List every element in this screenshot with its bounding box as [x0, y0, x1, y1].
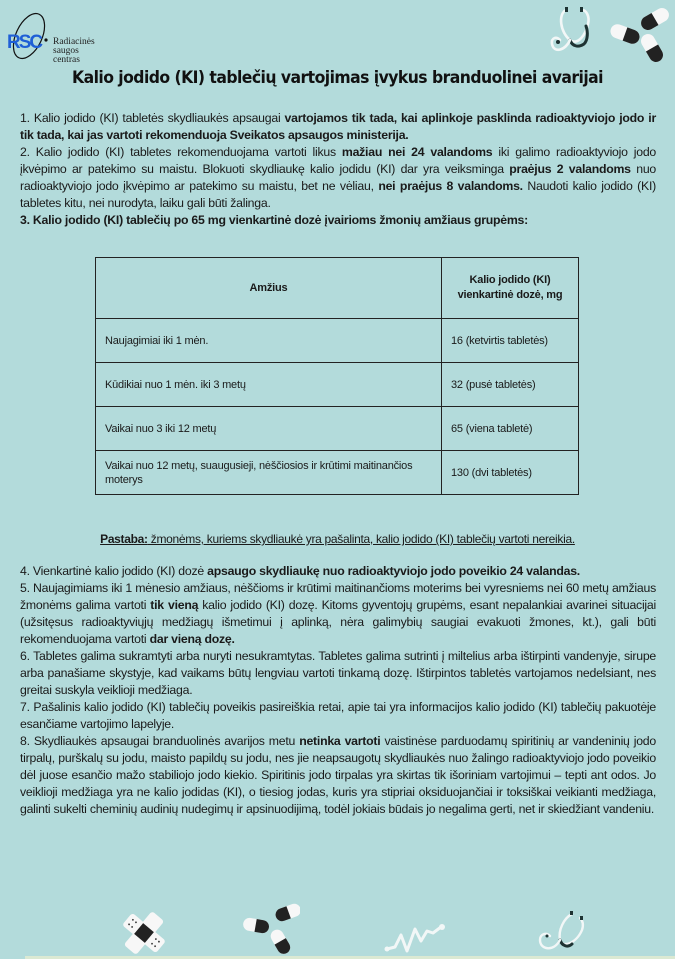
pills-icon [600, 4, 672, 64]
table-header-row [96, 258, 579, 319]
pills-icon [240, 900, 300, 956]
point-3 [20, 212, 656, 229]
age-cell: Vaikai nuo 12 metų, suaugusieji, nėščiosios ir krūtimi maitinančios moterys [96, 451, 442, 495]
logo-line: Radiacinės [53, 37, 95, 47]
point-7: 7. Pašalinis kalio jodido (KI) tablečių poveikis pasireiškia retai, apie tai yra informacijos kalio jodido (KI) tablečių pakuotėje esančiame vartojimo lapelyje. [20, 700, 656, 731]
intro-section [20, 110, 656, 229]
point-text: 1. Kalio jodido (KI) tabletės skydliaukės apsaugai [20, 111, 285, 125]
table-row [96, 451, 579, 495]
rsc-logo [4, 10, 114, 65]
point-6: 6. Tabletes galima sukramtyti arba nuryti nesukramtytas. Tabletes galima sutrinti į miltelius arba ištirpinti vandenyje, sirupe arba panašiame skystyje, kad vaikams būtų lengviau vartoti tinkamą dozę. Ištirpintos tabletės vartojamos nedelsiant, nes greitai suskyla veiklioji medžiaga. [20, 649, 656, 697]
stethoscope-icon [536, 908, 588, 952]
dose-table [95, 257, 579, 495]
dose-cell: 130 (dvi tabletės) [442, 451, 579, 495]
heartbeat-icon [383, 915, 449, 955]
age-cell: Kūdikiai nuo 1 mėn. iki 3 metų [96, 363, 442, 407]
point-emphasis: nei praėjus 8 valandoms. [378, 179, 523, 193]
logo-mark-text: RSC [7, 32, 42, 53]
point-text: 4. Vienkartinė kalio jodido (KI) dozė [20, 564, 208, 578]
age-cell: Vaikai nuo 3 iki 12 metų [96, 407, 442, 451]
point-emphasis: apsaugo skydliaukę nuo radioaktyviojo jodo poveikio 24 valandas. [207, 564, 580, 578]
table-row [96, 319, 579, 363]
point-8 [20, 733, 656, 818]
point-text: Naudoti kalio jodido (KI) tabletes kitu, nei nurodyta, laiku gali būti žalinga. [20, 179, 656, 210]
age-cell: Naujagimiai iki 1 mėn. [96, 319, 442, 363]
dose-cell: 65 (viena tabletė) [442, 407, 579, 451]
logo-name [53, 38, 95, 65]
point-1 [20, 110, 656, 144]
point-5 [20, 580, 656, 648]
table-row [96, 407, 579, 451]
page-title: Kalio jodido (KI) tablečių vartojimas įvykus branduolinei avarijai [72, 68, 603, 88]
table-row [96, 363, 579, 407]
point-emphasis: 3. Kalio jodido (KI) tablečių po 65 mg vienkartinė dozė įvairioms žmonių amžiaus grupėms: [20, 213, 528, 227]
dose-cell: 32 (pusė tabletės) [442, 363, 579, 407]
point-emphasis: mažiau nei 24 valandoms [341, 145, 493, 159]
point-text: 8. Skydliaukės apsaugai branduolinės avarijos metu [20, 734, 300, 748]
point-2 [20, 144, 656, 212]
stethoscope-icon [548, 4, 598, 56]
point-emphasis: netinka vartoti [299, 734, 381, 748]
logo-line: centras [53, 55, 80, 65]
point-emphasis: praėjus 2 valandoms [509, 162, 631, 176]
details-section [20, 563, 656, 818]
dose-cell: 16 (ketvirtis tabletės) [442, 319, 579, 363]
bandage-icon [120, 910, 168, 956]
point-emphasis: dar vieną dozę. [149, 632, 235, 646]
point-text: vaistinėse parduodamų spiritinių ar vandeninių jodo tirpalų, purškalų su jodu, maisto papildų su jodu, nes jie neapsaugotų skydliaukės nuo žalingo radioaktyviojo jodo poveikio dėl juose esančio mažo stabiliojo jodo kiekio. Spiritinis jodo tirpalas yra skirtas tik išoriniam vartojimui – tepti ant odos. Jo veiklioji medžiaga yra ne kalio jodidas (KI), o tiesiog jodas, kuris yra stipriai oksiduojančiai ir toksiškai veikianti medžiaga, galinti sukelti cheminių audinių nudegimų ir apsinuodijimą, todėl jokiais būdais jo negalima gerti, net ir skiedžiant vandeniu. [20, 734, 656, 816]
header-age: Amžius [96, 258, 442, 319]
point-emphasis: tik vieną [150, 598, 199, 612]
logo-line: saugos [53, 46, 79, 56]
point-text: 5. Naujagimiams iki 1 mėnesio amžiaus, nėščioms ir krūtimi maitinančioms moterims bei vyresniems nei 60 metų amžiaus žmonėms galima vartoti [20, 581, 656, 612]
point-4 [20, 563, 656, 580]
point-emphasis: vartojamos tik tada, kai aplinkoje pasklinda radioaktyviojo jodo ir tik tada, kai jas vartoti rekomenduoja Sveikatos apsaugos ministerija. [20, 111, 656, 142]
note-text: žmonėms, kuriems skydliaukė yra pašalinta, kalio jodido (KI) tablečių vartoti nereikia. [147, 532, 575, 546]
header-dose: Kalio jodido (KI) vienkartinė dozė, mg [442, 258, 579, 319]
note-label: Pastaba: [100, 532, 148, 546]
point-text: 2. Kalio jodido (KI) tabletes rekomenduojama vartoti likus [20, 145, 342, 159]
point-text: nuo radioaktyviojo jodo įkvėpimo ar patekimo su maistu, bet ne vėliau, [20, 162, 656, 193]
point-text: iki galimo radioaktyviojo jodo įkvėpimo ar patekimo su maistu. Blokuoti skydliaukę kalio jodidu (KI) dar yra veiksminga [20, 145, 656, 176]
point-text: kalio jodido (KI) dozę. Kitoms gyventojų grupėms, esant nepalankiai avarinei situacijai (užsitęsus radioaktyviųjų medžiagų išmetimui į aplinką, nėra galimybių saugiai evakuoti žmones, kt.), gali būti rekomenduojama vartoti [20, 598, 656, 646]
rsc-logo-mark [4, 10, 54, 60]
note [0, 532, 675, 546]
